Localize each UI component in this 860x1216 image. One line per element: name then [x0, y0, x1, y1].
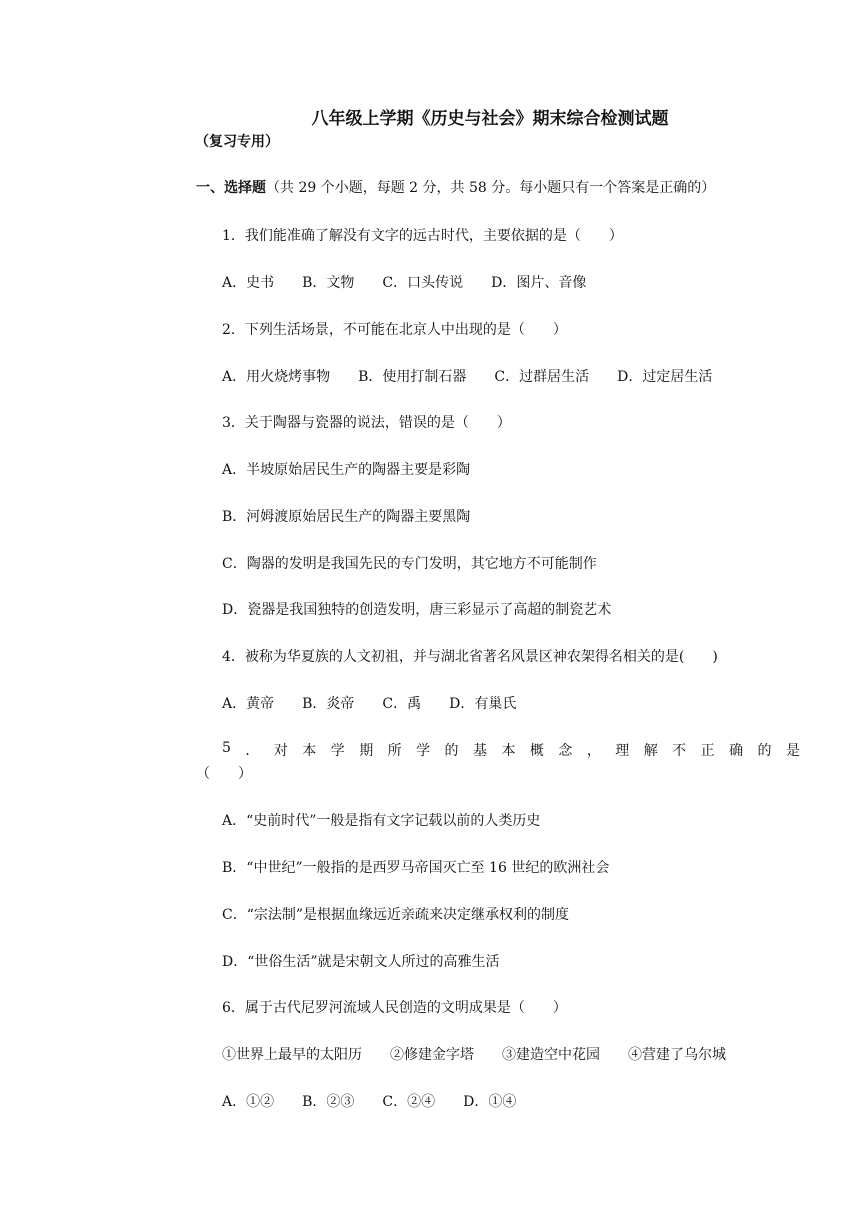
stem-char: 对 — [273, 743, 288, 759]
option-d: D．图片、音像 — [491, 275, 587, 291]
option-c: C．口头传说 — [382, 275, 464, 291]
question-5-option-b: B．“中世纪”一般指的是西罗马帝国灭亡至 16 世纪的欧洲社会 — [222, 860, 610, 876]
question-5-stem — [222, 740, 800, 760]
option-a: A．①② — [222, 1094, 275, 1110]
stem-char: 的 — [757, 743, 772, 759]
option-b: B．使用打制石器 — [358, 369, 467, 385]
question-2-stem: 2．下列生活场景，不可能在北京人中出现的是（ ） — [222, 322, 567, 338]
section-note: （共 29 个小题，每题 2 分，共 58 分。每小题只有一个答案是正确的） — [266, 180, 716, 196]
option-b: B．②③ — [302, 1094, 355, 1110]
stem-char: 念 — [558, 743, 573, 759]
question-3-option-a: A．半坡原始居民生产的陶器主要是彩陶 — [222, 462, 471, 478]
option-c: C．过群居生活 — [494, 369, 590, 385]
stem-char: 本 — [302, 743, 317, 759]
question-6-items — [222, 1044, 726, 1064]
stem-char: 期 — [359, 743, 374, 759]
question-6-options — [222, 1091, 516, 1111]
question-1-options — [222, 272, 586, 292]
option-b: B．炎帝 — [302, 696, 355, 712]
question-3-option-d: D．瓷器是我国独特的创造发明，唐三彩显示了高超的制瓷艺术 — [222, 602, 612, 618]
option-d: D．有巢氏 — [449, 696, 517, 712]
stem-char: ， — [586, 743, 601, 759]
option-d: D．①④ — [463, 1094, 517, 1110]
option-a: A．史书 — [222, 275, 275, 291]
page-subtitle: （复习专用） — [195, 134, 279, 150]
option-a: A．黄帝 — [222, 696, 275, 712]
stem-char: 基 — [473, 743, 487, 759]
option-a: A．用火烧烤事物 — [222, 369, 331, 385]
option-c: C．禹 — [382, 696, 422, 712]
question-5-option-a: A．“史前时代”一般是指有文字记载以前的人类历史 — [222, 813, 541, 829]
stem-char: 学 — [330, 743, 345, 759]
option-b: B．文物 — [302, 275, 355, 291]
stem-char: 概 — [529, 743, 544, 759]
question-5-option-d: D．“世俗生活”就是宋朝文人所过的高雅生活 — [222, 954, 500, 970]
question-5-option-c: C．“宗法制”是根据血缘远近亲疏来决定继承权利的制度 — [222, 907, 570, 923]
item-3: ③建造空中花园 — [502, 1047, 600, 1063]
question-4-options — [222, 693, 516, 713]
stem-char: 理 — [615, 743, 630, 759]
stem-char: 学 — [416, 743, 431, 759]
section-label: 一、选择题 — [196, 180, 266, 196]
question-1-stem: 1．我们能准确了解没有文字的远古时代，主要依据的是（ ） — [222, 228, 623, 244]
stem-char: 确 — [729, 743, 744, 759]
item-1: ①世界上最早的太阳历 — [222, 1047, 362, 1063]
option-c: C．②④ — [382, 1094, 436, 1110]
item-2: ②修建金字塔 — [390, 1047, 474, 1063]
stem-char: 正 — [700, 743, 715, 759]
stem-char: 解 — [643, 743, 658, 759]
section-heading — [196, 177, 715, 197]
question-2-options — [222, 366, 712, 386]
page-title: 八年级上学期《历史与社会》期末综合检测试题 — [311, 109, 669, 129]
stem-char: 5 — [222, 740, 231, 756]
stem-char: 本 — [501, 743, 516, 759]
stem-char: 的 — [444, 743, 459, 759]
stem-char: ． — [245, 743, 260, 759]
question-4-stem: 4．被称为华夏族的人文初祖，并与湖北省著名风景区神农架得名相关的是( ) — [222, 649, 718, 665]
question-3-stem: 3．关于陶器与瓷器的说法，错误的是（ ） — [222, 415, 511, 431]
item-4: ④营建了乌尔城 — [628, 1047, 726, 1063]
question-6-stem: 6．属于古代尼罗河流域人民创造的文明成果是（ ） — [222, 1000, 567, 1016]
option-d: D．过定居生活 — [617, 369, 713, 385]
question-5-answer-paren: （ ） — [196, 766, 252, 782]
question-3-option-b: B．河姆渡原始居民生产的陶器主要黑陶 — [222, 509, 471, 525]
stem-char: 不 — [672, 743, 687, 759]
question-3-option-c: C．陶器的发明是我国先民的专门发明，其它地方不可能制作 — [222, 556, 597, 572]
stem-char: 是 — [785, 743, 800, 759]
stem-char: 所 — [387, 743, 402, 759]
